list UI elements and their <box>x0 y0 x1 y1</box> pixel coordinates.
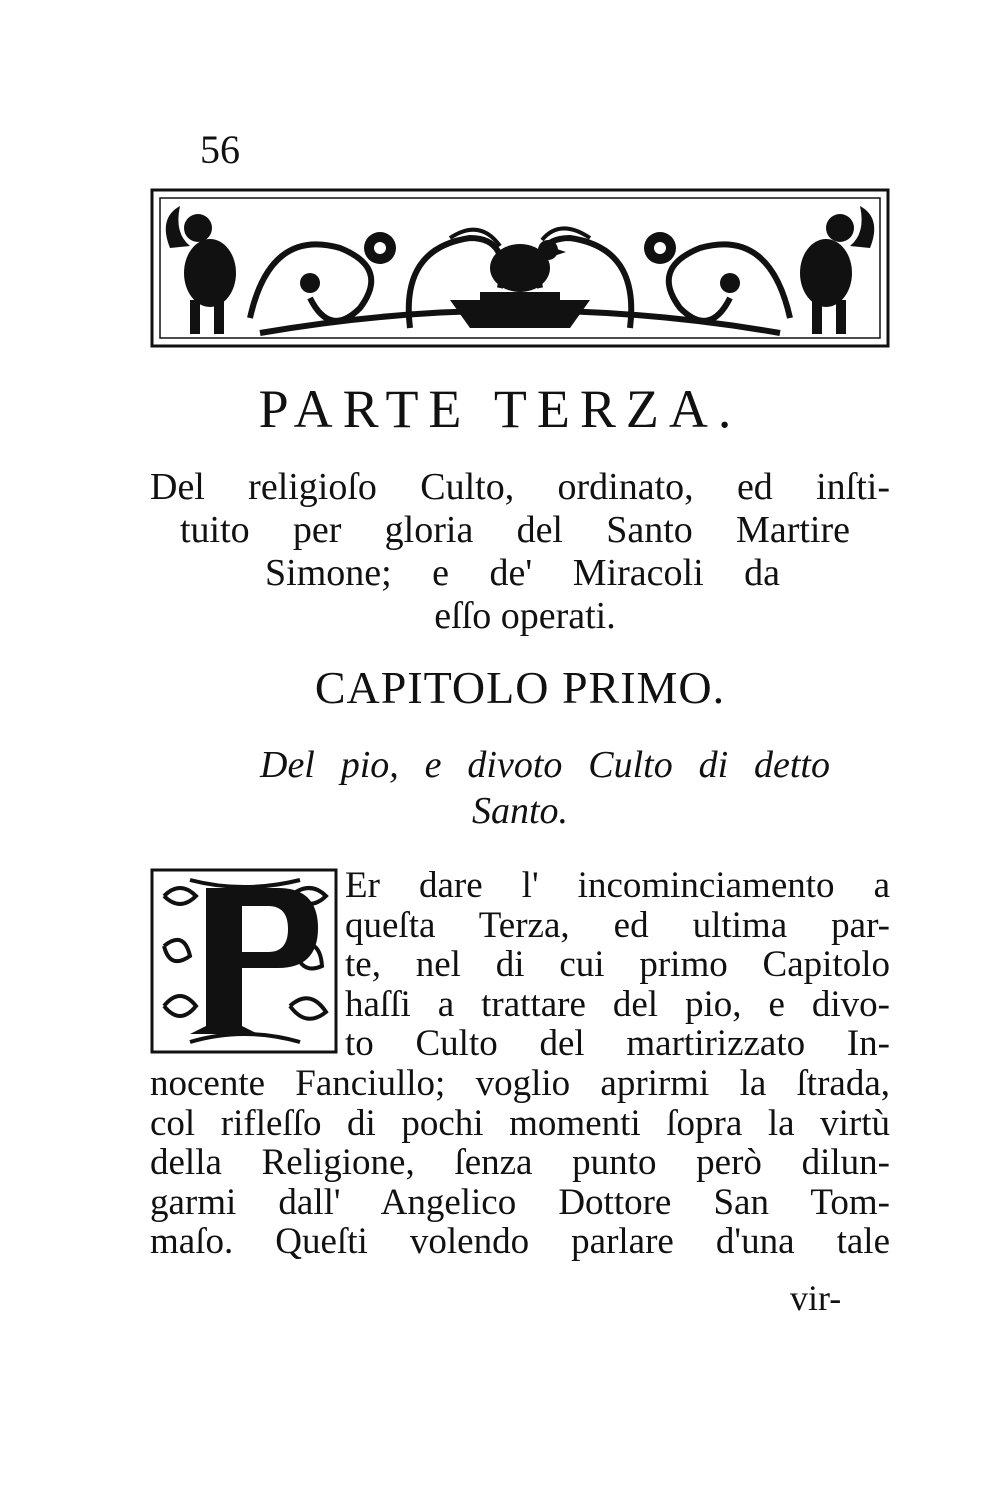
body-line: queſta Terza, ed ultima par- <box>345 904 890 946</box>
catchword: vir- <box>790 1278 842 1318</box>
chapter-title: CAPITOLO PRIMO. <box>314 662 726 713</box>
drop-cap-letter: P <box>150 866 151 867</box>
body-line: nocente Fanciullo; voglio aprirmi la ſtrada, <box>150 1062 890 1104</box>
page-number: 56 <box>200 127 240 172</box>
bird-icon <box>450 228 590 328</box>
part-subtitle <box>150 466 890 638</box>
cherub-right-icon <box>800 206 874 334</box>
body-line: Er dare l' incominciamento a <box>345 865 890 906</box>
part-title: PARTE TERZA. <box>258 379 742 439</box>
cherub-left-icon <box>166 206 236 334</box>
subtitle-line: tuito per gloria del Santo Martire <box>180 509 850 551</box>
subtitle-line: Simone; e de' Miracoli da <box>265 552 780 594</box>
subtitle-line: Del religioſo Culto, ordinato, ed inſti- <box>150 466 890 508</box>
body-text <box>150 866 890 1262</box>
body-line: della Religione, ſenza punto però dilun- <box>150 1142 890 1184</box>
body-line: col rifleſſo di pochi momenti ſopra la virtù <box>150 1102 890 1144</box>
subtitle-line: eſſo operati. <box>434 595 616 637</box>
chapter-subtitle-line: Del pio, e divoto Culto di detto <box>260 744 830 786</box>
ornamental-headpiece <box>150 188 890 348</box>
body-line: te, nel di cui primo Capitolo <box>345 944 890 986</box>
body-line: maſo. Queſti volendo parlare d'una tale <box>150 1221 890 1263</box>
body-line: garmi dall' Angelico Dottore San Tom- <box>150 1181 890 1223</box>
body-line: to Culto del martirizzato In- <box>345 1023 890 1065</box>
chapter-subtitle-line: Santo. <box>471 790 569 832</box>
chapter-subtitle <box>150 742 890 834</box>
body-line: haſſi a trattare del pio, e divo- <box>345 983 890 1025</box>
